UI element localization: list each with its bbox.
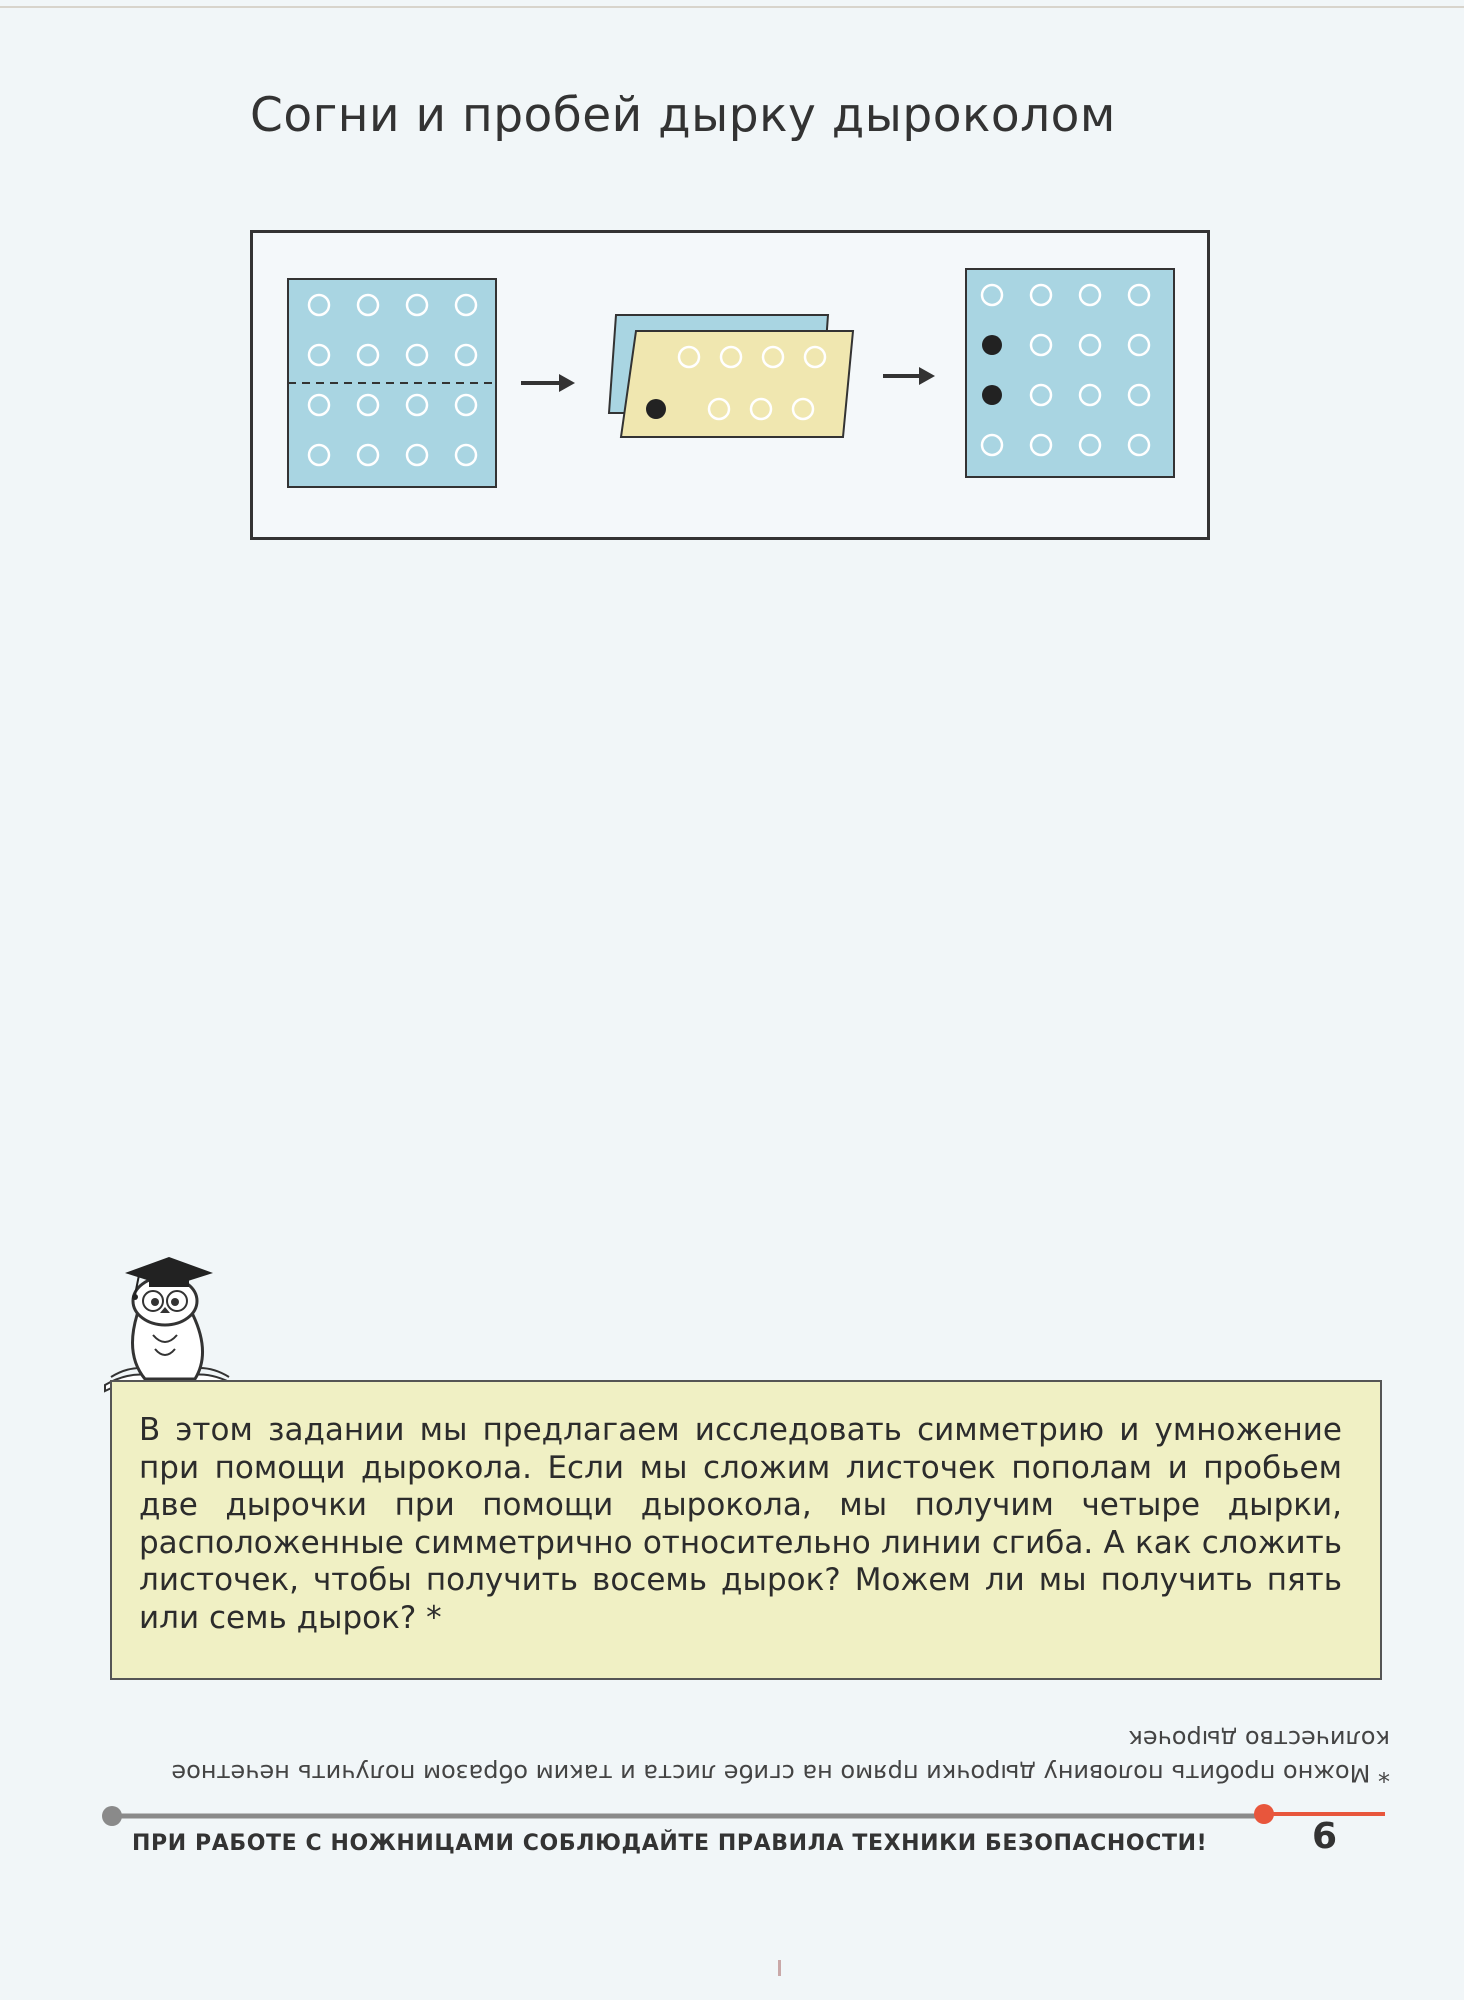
upside-down-footnote	[110, 1722, 1390, 1790]
footer-rule-start-dot	[102, 1806, 122, 1826]
punched-hole	[982, 385, 1002, 405]
teacher-note-box	[110, 1380, 1382, 1680]
safety-notice: ПРИ РАБОТЕ С НОЖНИЦАМИ СОБЛЮДАЙТЕ ПРАВИЛА ТЕХНИКИ БЕЗОПАСНОСТИ!	[132, 1831, 1208, 1856]
blue-paper-sheet	[966, 269, 1174, 477]
step2-folded-sheet	[609, 315, 853, 437]
page-number: 6	[1312, 1816, 1338, 1857]
punched-hole	[646, 399, 666, 419]
footnote-line-2: количество дырочек	[1128, 1725, 1390, 1753]
footer-accent-dot	[1254, 1804, 1274, 1824]
top-edge-line	[0, 6, 1464, 8]
print-mark	[778, 1960, 781, 1976]
footnote-line-1: * Можно пробить половину дырочки прямо на сгибе листа и таким образом получить нечетное	[171, 1759, 1390, 1787]
step3-sheet	[966, 269, 1174, 477]
teacher-note-text: В этом задании мы предлагаем исследовать симметрию и умножение при помощи дырокола. Если мы сложим листочек пополам и пробьем две дырочки при помощи дырокола, мы получим четыре дырки, расположенные симметрично относительно линии сгиба. А как сложить листочек, чтобы получить восемь дырок? Можем ли мы получить пять или семь дырок? *	[139, 1412, 1342, 1636]
punched-hole	[982, 335, 1002, 355]
arrow-right-icon	[521, 374, 575, 392]
page-title: Согни и пробей дырку дыроколом	[250, 88, 1116, 143]
diagram-svg	[253, 233, 1213, 543]
hole-punch-diagram	[250, 230, 1210, 540]
step1-sheet	[288, 279, 496, 487]
arrow-right-icon	[883, 367, 935, 385]
footer-rule	[0, 1800, 1464, 1830]
